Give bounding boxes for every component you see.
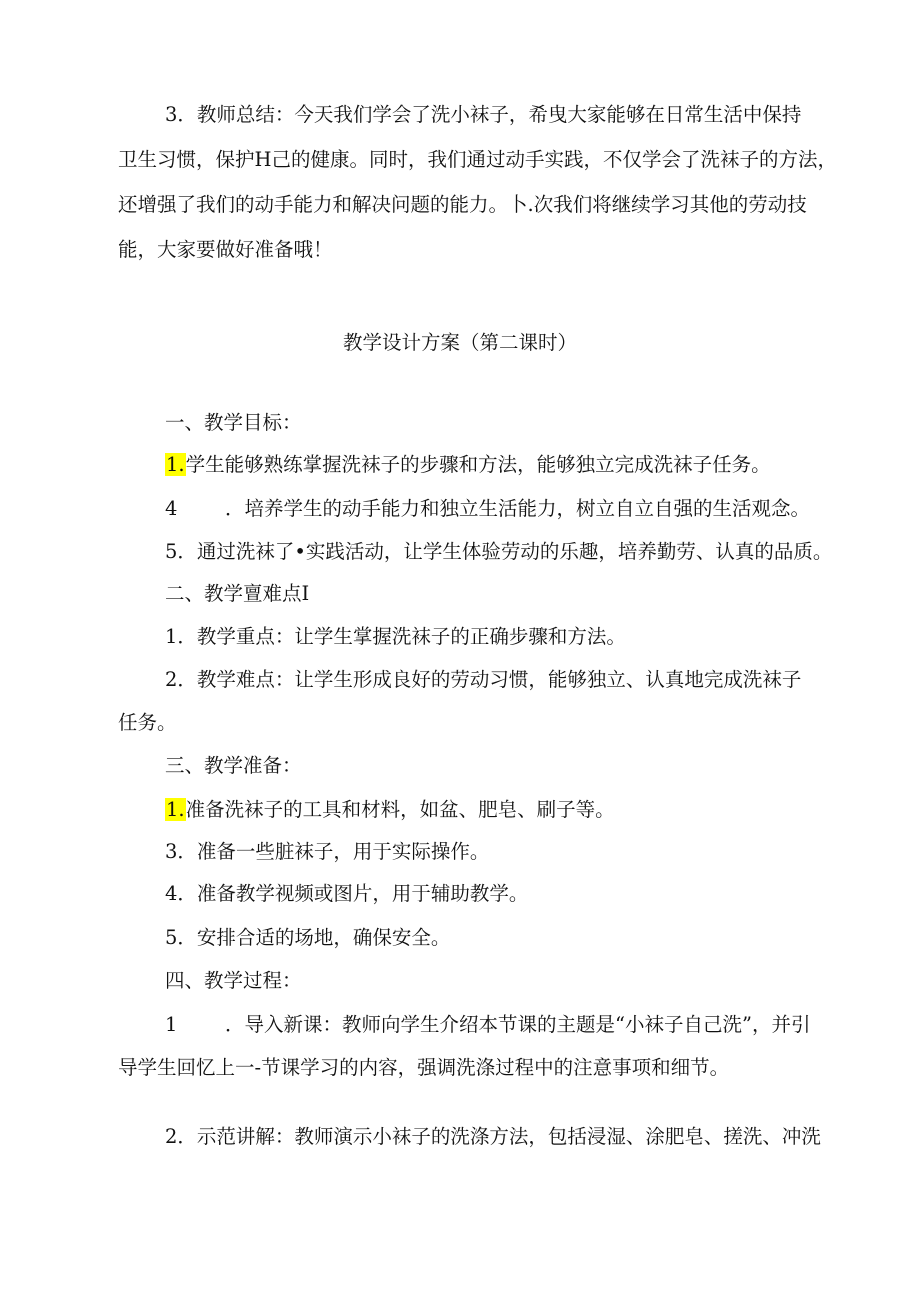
document-title: 教学设计方案（第二课时） [342, 331, 577, 354]
list-item-text: ．培养学生的动手能力和独立生活能力，树立自立自强的生活观念。 [225, 497, 811, 520]
list-item: 4．准备教学视频或图片，用于辅助教学。 [165, 882, 529, 905]
paragraph-line: 还增强了我们的动手能力和解决问题的能力。卜.次我们将继续学习其他的劳动技 [118, 193, 807, 216]
list-item [165, 452, 771, 478]
section-heading: 四、教学过程： [165, 969, 302, 992]
paragraph-line: 能，大家要做好准备哦！ [118, 238, 333, 261]
list-item-continuation: 导学生回忆上一-节课学习的内容，强调洗涤过程中的注意事项和细节。 [118, 1056, 730, 1079]
paragraph-line: 卫生习惯，保护H己的健康。同时，我们通过动手实践，不仅学会了洗袜子的方法， [118, 148, 838, 171]
list-item: 5．通过洗袜了•实践活动，让学生体验劳动的乐趣，培养勤劳、认真的品质。 [165, 540, 833, 563]
list-item-text: ．导入新课：教师向学生介绍本节课的主题是“小袜子自己洗”，并引 [225, 1013, 811, 1036]
list-number: 1 [165, 1013, 178, 1036]
list-item: 3．准备一些脏袜子，用于实际操作。 [165, 840, 490, 863]
section-heading: 二、教学亶难点I [165, 582, 310, 605]
list-item-text: 学生能够熟练掌握洗袜子的步骤和方法，能够独立完成洗袜子任务。 [185, 453, 771, 476]
list-item: 2．示范讲解：教师演示小袜子的洗涤方法，包括浸湿、涂肥皂、搓洗、冲洗 [165, 1125, 821, 1148]
highlighted-number: 1. [166, 798, 185, 821]
list-item-continuation: 任务。 [118, 711, 177, 734]
list-item: 1．教学重点：让学生掌握洗袜子的正确步骤和方法。 [165, 625, 626, 648]
list-item [165, 496, 810, 522]
section-heading: 一、教学目标： [165, 411, 302, 434]
paragraph-line: 3．教师总结：今天我们学会了洗小袜子，希曳大家能够在日常生活中保持 [165, 103, 802, 126]
list-item [165, 797, 615, 823]
list-item: 5．安排合适的场地，确保安全。 [165, 926, 451, 949]
list-item [165, 1012, 810, 1038]
list-item-text: 准备洗袜子的工具和材料，如盆、肥皂、刷子等。 [185, 798, 615, 821]
section-heading: 三、教学准备： [165, 754, 302, 777]
list-number: 4 [165, 497, 178, 520]
list-item: 2．教学难点：让学生形成良好的劳动习惯，能够独立、认真地完成洗袜子 [165, 668, 802, 691]
highlighted-number: 1. [166, 453, 185, 476]
